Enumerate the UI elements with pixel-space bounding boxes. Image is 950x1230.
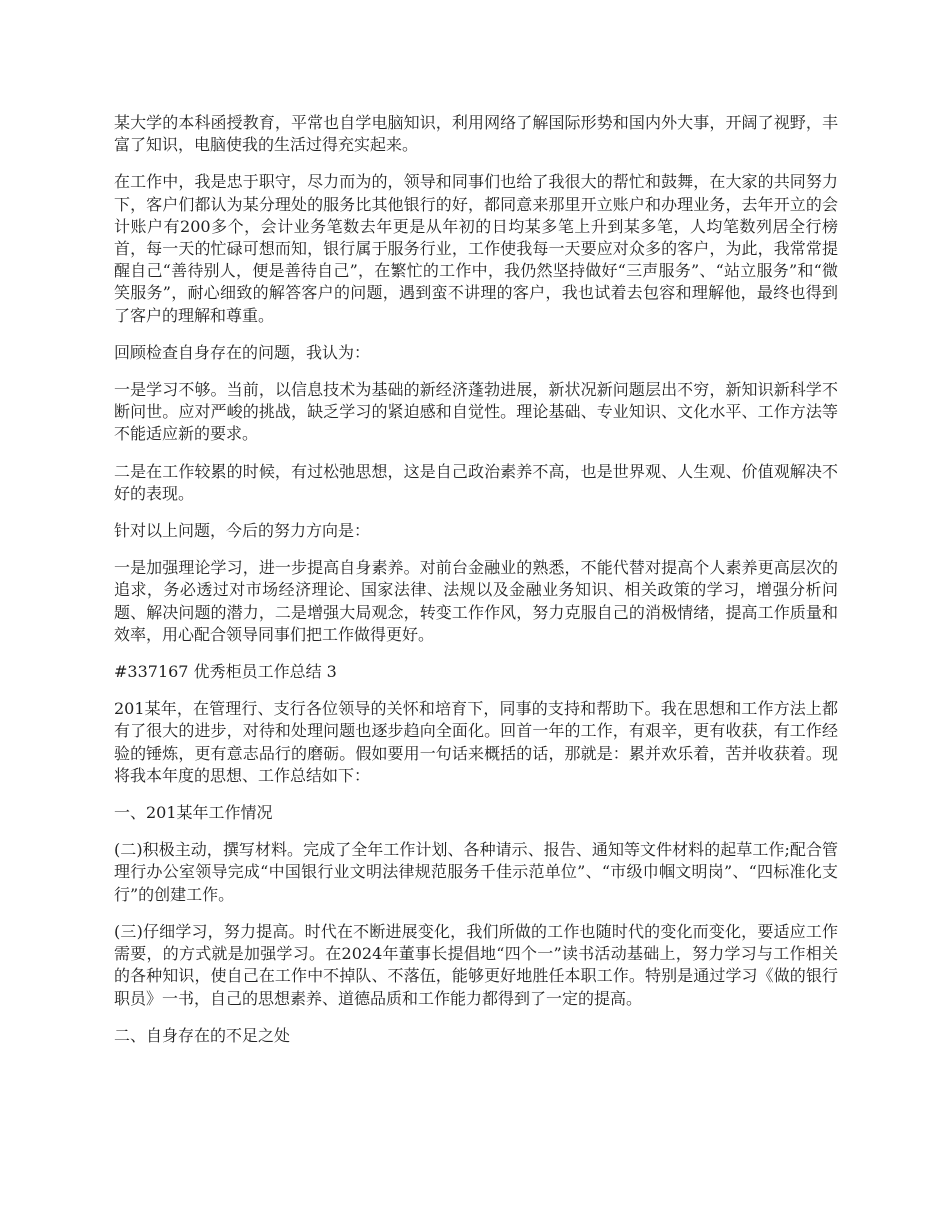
paragraph-direction-details: 一是加强理论学习，进一步提高自身素养。对前台金融业的熟悉，不能代替对提高个人素养更高层次的追求，务必透过对市场经济理论、国家法律、法规以及金融业务知识、相关政策的学习，增强分析问题、解决问题的潜力，二是增强大局观念，转变工作作风，努力克服自己的消极情绪，提高工作质量和效率，用心配合领导同事们把工作做得更好。 [114, 558, 838, 644]
section-heading-shortcomings: 二、自身存在的不足之处 [114, 1025, 291, 1045]
section-heading-summary-3: #337167 优秀柜员工作总结 3 [114, 662, 337, 682]
paragraph-problem-one: 一是学习不够。当前，以信息技术为基础的新经济蓬勃进展，新状况新问题层出不穷，新知识新科学不断问世。应对严峻的挑战，缺乏学习的紧迫感和自觉性。理论基础、专业知识、文化水平、工作方法等不能适应新的要求。 [114, 380, 838, 444]
paragraph-item-two: (二)积极主动，撰写材料。完成了全年工作计划、各种请示、报告、通知等文件材料的起草工作;配合管理行办公室领导完成“中国银行业文明法律规范服务千佳示范单位”、“市级巾帼文明岗”、“四标准化支行”的创建工作。 [114, 840, 838, 904]
section-heading-work-status: 一、201某年工作情况 [114, 803, 273, 823]
document-body [114, 112, 838, 1047]
paragraph-year-intro: 201某年，在管理行、支行各位领导的关怀和培育下，同事的支持和帮助下。我在思想和工作方法上都有了很大的进步，对待和处理问题也逐步趋向全面化。回首一年的工作，有艰辛，更有收获，有工作经验的锤炼，更有意志品行的磨砺。假如要用一句话来概括的话，那就是：累并欢乐着，苦并收获着。现将我本年度的思想、工作总结如下： [114, 699, 838, 785]
paragraph-problem-two: 二是在工作较累的时候，有过松弛思想，这是自己政治素养不高，也是世界观、人生观、价值观解决不好的表现。 [114, 461, 838, 503]
paragraph-work-service: 在工作中，我是忠于职守，尽力而为的，领导和同事们也给了我很大的帮忙和鼓舞，在大家的共同努力下，客户们都认为某分理处的服务比其他银行的好，都同意来那里开立账户和办理业务，去年开立的会计账户有200多个，会计业务笔数去年更是从年初的日均某多笔上升到某多笔，人均笔数列居全行榜首，每一天的忙碌可想而知，银行属于服务行业，工作使我每一天要应对众多的客户，为此，我常常提醒自己“善待别人，便是善待自己”，在繁忙的工作中，我仍然坚持做好“三声服务”、“站立服务”和“微笑服务”，耐心细致的解答客户的问题，遇到蛮不讲理的客户，我也试着去包容和理解他，最终也得到了客户的理解和尊重。 [114, 172, 838, 325]
paragraph-problems-intro: 回顾检查自身存在的问题，我认为： [114, 342, 371, 362]
paragraph-study-intro: 某大学的本科函授教育，平常也自学电脑知识，利用网络了解国际形势和国内外大事，开阔了视野，丰富了知识，电脑使我的生活过得充实起来。 [114, 113, 838, 155]
paragraph-direction-intro: 针对以上问题，今后的努力方向是： [114, 521, 371, 541]
paragraph-item-three: (三)仔细学习，努力提高。时代在不断进展变化，我们所做的工作也随时代的变化而变化，要适应工作需要，的方式就是加强学习。在2024年董事长提倡地“四个一”读书活动基础上，努力学习与工作相关的各种知识，使自己在工作中不掉队、不落伍，能够更好地胜任本职工作。特别是通过学习《做的银行职员》一书，自己的思想素养、道德品质和工作能力都得到了一定的提高。 [114, 921, 838, 1008]
